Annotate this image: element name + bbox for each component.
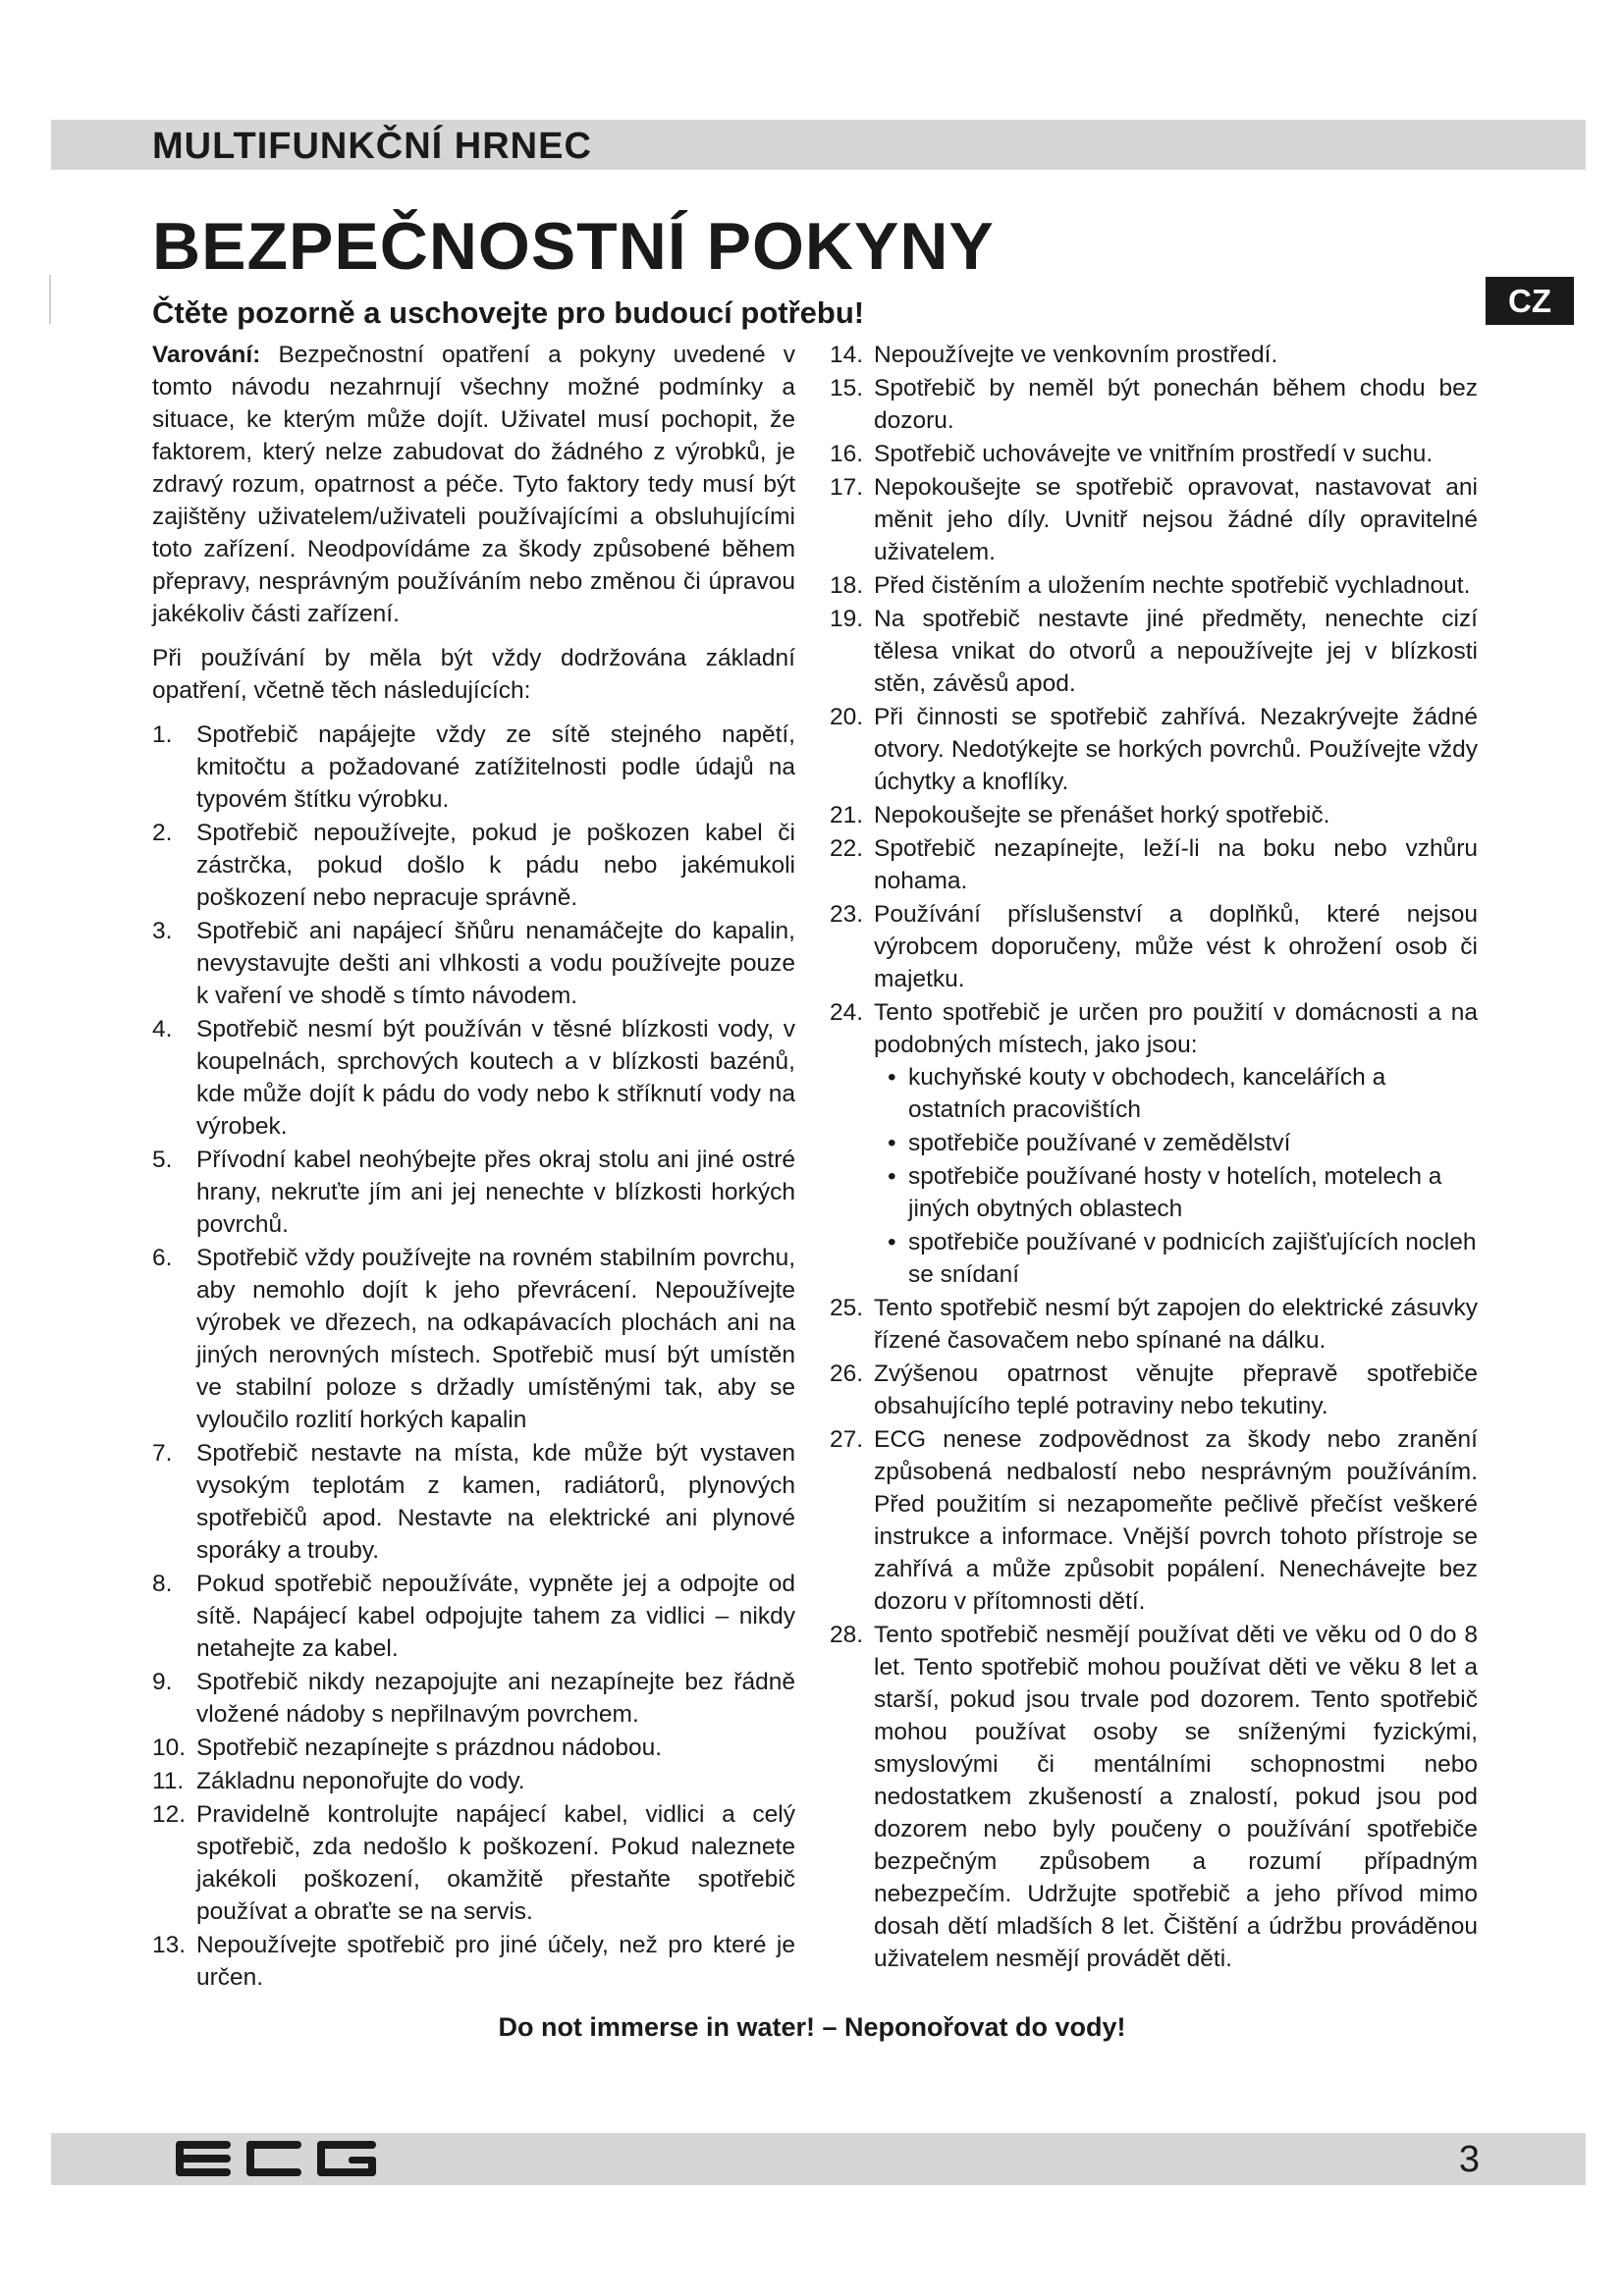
bullet-item <box>874 1160 1478 1225</box>
item-number: 19. <box>830 606 864 632</box>
item-text: Nepoužívejte spotřebič pro jiné účely, než pro které je určen. <box>196 1932 795 1991</box>
list-item <box>830 569 1478 602</box>
item-text: Spotřebič nezapínejte, leží-li na boku nebo vzhůru nohama. <box>874 835 1478 894</box>
item-number: 9. <box>152 1669 173 1695</box>
list-item <box>152 1568 795 1665</box>
item-text: Základnu neponořujte do vody. <box>196 1768 525 1794</box>
list-item <box>830 701 1478 798</box>
list-item <box>830 603 1478 700</box>
item-text: Zvýšenou opatrnost věnujte přepravě spotřebiče obsahujícího teplé potraviny nebo tekutiny. <box>874 1361 1478 1419</box>
subtitle: Čtěte pozorně a uschovejte pro budoucí potřebu! <box>152 295 865 330</box>
item-text: Spotřebič uchovávejte ve vnitřním prostředí v suchu. <box>874 441 1434 467</box>
list-item <box>830 471 1478 568</box>
list-item <box>830 898 1478 995</box>
item-text: Nepoužívejte ve venkovním prostředí. <box>874 342 1278 368</box>
bullet-item <box>874 1226 1478 1291</box>
item-text: Spotřebič nesmí být používán v těsné blízkosti vody, v koupelnách, sprchových koutech a v blízkosti bazénů, kde může dojít k pádu do vody nebo k stříknutí vody na výrobek. <box>196 1016 795 1140</box>
list-item <box>830 339 1478 371</box>
bullet-icon: • <box>888 1229 896 1255</box>
item-number: 22. <box>830 835 864 862</box>
item-number: 25. <box>830 1295 864 1321</box>
logo-label: ECG <box>174 2139 177 2140</box>
list-item <box>152 1666 795 1731</box>
warning-label: Varování: <box>152 342 261 368</box>
list-item <box>830 799 1478 831</box>
item-number: 7. <box>152 1440 173 1467</box>
list-item <box>830 438 1478 470</box>
language-badge: CZ <box>1486 277 1574 325</box>
intro-paragraph: Při používání by měla být vždy dodržována základní opatření, včetně těch následujících: <box>152 645 795 704</box>
item-text: Pravidelně kontrolujte napájecí kabel, vidlici a celý spotřebič, zda nedošlo k poškození. Pokud naleznete jakékoli poškození, okamžitě přestaňte spotřebič používat a obraťte se na servis. <box>196 1801 795 1925</box>
bullet-text: spotřebiče používané v zemědělství <box>908 1130 1291 1156</box>
item-text: Spotřebič napájejte vždy ze sítě stejného napětí, kmitočtu a požadované zatížitelnosti podle údajů na typovém štítku výrobku. <box>196 721 795 813</box>
warning-paragraph <box>152 339 795 630</box>
list-item <box>830 832 1478 897</box>
page-title: BEZPEČNOSTNÍ POKYNY <box>152 209 995 284</box>
item-number: 10. <box>152 1735 187 1761</box>
item-number: 14. <box>830 342 864 368</box>
item-text: Tento spotřebič nesmějí používat děti ve věku od 0 do 8 let. Tento spotřebič mohou používat děti ve věku 8 let a starší, pokud jsou trvale pod dozorem. Tento spotřebič mohou používat osoby se sníženými fyzickými, smyslovými či mentálními schopnostmi nebo nedostatkem zkušeností a znalostí, pokud jsou pod dozorem nebo byly poučeny o používání spotřebiče bezpečným způsobem a rozumí případným nebezpečím. Udržujte spotřebič a jeho přívod mimo dosah dětí mladších 8 let. Čištění a údržbu prováděnou uživatelem nesmějí provádět děti. <box>874 1622 1478 1972</box>
item-text: Před čistěním a uložením nechte spotřebič vychladnout. <box>874 572 1471 599</box>
item-number: 2. <box>152 820 173 846</box>
item-text: Nepokoušejte se spotřebič opravovat, nastavovat ani měnit jeho díly. Uvnitř nejsou žádné díly opravitelné uživatelem. <box>874 474 1478 565</box>
list-item <box>830 996 1478 1291</box>
item-text: ECG nenese zodpovědnost za škody nebo zranění způsobená nedbalostí nebo nesprávným používáním. Před použitím si nezapomeňte pečlivě přečíst veškeré instrukce a informace. Vnější povrch tohoto přístroje se zahřívá a může způsobit popálení. Nenechávejte bez dozoru v přítomnosti dětí. <box>874 1426 1478 1615</box>
item-text: Tento spotřebič je určen pro použití v domácnosti a na podobných místech, jako jsou: <box>874 999 1478 1058</box>
list-item <box>152 1732 795 1764</box>
item-text: Spotřebič nepoužívejte, pokud je poškozen kabel či zástrčka, pokud došlo k pádu nebo jakémukoli poškození nebo nepracuje správně. <box>196 820 795 911</box>
right-column <box>830 339 1478 1976</box>
item-number: 15. <box>830 375 864 401</box>
bullet-text: kuchyňské kouty v obchodech, kancelářích a ostatních pracovištích <box>908 1064 1386 1123</box>
item-number: 5. <box>152 1147 173 1173</box>
item-number: 6. <box>152 1245 173 1271</box>
item-number: 13. <box>152 1932 187 1958</box>
item-number: 4. <box>152 1016 173 1042</box>
item-number: 21. <box>830 802 864 828</box>
item-text: Nepokoušejte se přenášet horký spotřebič. <box>874 802 1330 828</box>
page-number: 3 <box>1458 2139 1480 2180</box>
left-column <box>152 339 795 1995</box>
bullet-text: spotřebiče používané hosty v hotelích, motelech a jiných obytných oblastech <box>908 1163 1442 1222</box>
warning-text: Bezpečnostní opatření a pokyny uvedené v tomto návodu nezahrnují všechny možné podmínky a situace, ke kterým může dojít. Uživatel musí pochopit, že faktorem, který nelze zabudovat do žádného z výrobků, je zdravý rozum, opatrnost a péče. Tyto faktory tedy musí být zajištěny uživatelem/uživateli používajícími a obsluhujícími toto zařízení. Neodpovídáme za škody způsobené během přepravy, nesprávným používáním nebo změnou či úpravou jakékoliv části zařízení. <box>152 342 795 627</box>
list-item <box>830 1423 1478 1618</box>
bullet-icon: • <box>888 1130 896 1156</box>
list-item <box>152 1013 795 1143</box>
item-number: 3. <box>152 918 173 944</box>
list-item <box>830 1358 1478 1422</box>
ecg-logo <box>174 2139 380 2178</box>
item-number: 27. <box>830 1426 864 1453</box>
item-text: Spotřebič nezapínejte s prázdnou nádobou. <box>196 1735 663 1761</box>
item-number: 20. <box>830 704 864 730</box>
margin-rule <box>49 275 51 324</box>
footer-bar <box>51 2133 1586 2185</box>
list-item <box>152 1242 795 1436</box>
item-number: 8. <box>152 1571 173 1597</box>
bullet-item <box>874 1127 1478 1159</box>
list-item <box>152 1765 795 1797</box>
usage-places-list <box>874 1061 1478 1291</box>
list-item <box>152 1437 795 1567</box>
header-bar <box>51 120 1586 170</box>
item-number: 16. <box>830 441 864 467</box>
list-item <box>830 372 1478 437</box>
list-item <box>152 817 795 914</box>
list-item <box>152 1798 795 1928</box>
list-item <box>152 1929 795 1994</box>
bullet-text: spotřebiče používané v podnicích zajišťujících nocleh se snídaní <box>908 1229 1477 1288</box>
item-number: 1. <box>152 721 173 748</box>
item-text: Spotřebič nikdy nezapojujte ani nezapínejte bez řádně vložené nádoby s nepřilnavým povrchem. <box>196 1669 795 1728</box>
item-text: Spotřebič nestavte na místa, kde může být vystaven vysokým teplotám z kamen, radiátorů, plynových spotřebičů apod. Nestavte na elektrické ani plynové sporáky a trouby. <box>196 1440 795 1564</box>
item-number: 11. <box>152 1768 185 1794</box>
list-item <box>152 1144 795 1241</box>
item-text: Používání příslušenství a doplňků, které nejsou výrobcem doporučeny, může vést k ohrožení osob či majetku. <box>874 901 1478 992</box>
safety-list-left <box>152 719 795 1994</box>
item-text: Spotřebič by neměl být ponechán během chodu bez dozoru. <box>874 375 1478 434</box>
bullet-item <box>874 1061 1478 1126</box>
item-number: 28. <box>830 1622 864 1648</box>
item-text: Při činnosti se spotřebič zahřívá. Nezakrývejte žádné otvory. Nedotýkejte se horkých povrchů. Používejte vždy úchytky a knoflíky. <box>874 704 1478 795</box>
item-number: 26. <box>830 1361 864 1387</box>
list-item <box>830 1292 1478 1357</box>
bullet-icon: • <box>888 1163 896 1190</box>
item-number: 18. <box>830 572 864 599</box>
item-number: 23. <box>830 901 864 928</box>
list-item <box>152 915 795 1012</box>
item-number: 24. <box>830 999 864 1026</box>
safety-list-right <box>830 339 1478 1975</box>
item-text: Přívodní kabel neohýbejte přes okraj stolu ani jiné ostré hrany, nekruťte jím ani jej nenechte v blízkosti horkých povrchů. <box>196 1147 795 1238</box>
item-text: Spotřebič vždy používejte na rovném stabilním povrchu, aby nemohlo dojít k jeho převrácení. Nepoužívejte výrobek ve dřezech, na odkapávacích plochách ani na jiných nerovných místech. Spotřebič musí být umístěn ve stabilní poloze s držadly umístěnými tak, aby se vyloučilo rozlití horkých kapalin <box>196 1245 795 1433</box>
water-warning: Do not immerse in water! – Neponořovat do vody! <box>498 2012 1126 2042</box>
product-name: MULTIFUNKČNÍ HRNEC <box>152 126 592 167</box>
item-text: Tento spotřebič nesmí být zapojen do elektrické zásuvky řízené časovačem nebo spínané na dálku. <box>874 1295 1478 1354</box>
bullet-icon: • <box>888 1064 896 1091</box>
item-text: Spotřebič ani napájecí šňůru nenamáčejte do kapalin, nevystavujte dešti ani vlhkosti a vodu používejte pouze k vaření ve shodě s tímto návodem. <box>196 918 795 1009</box>
list-item <box>152 719 795 816</box>
list-item <box>830 1619 1478 1975</box>
item-text: Pokud spotřebič nepoužíváte, vypněte jej a odpojte od sítě. Napájecí kabel odpojujte tahem za vidlici – nikdy netahejte za kabel. <box>196 1571 795 1662</box>
item-text: Na spotřebič nestavte jiné předměty, nenechte cizí tělesa vnikat do otvorů a nepoužívejte jej v blízkosti stěn, závěsů apod. <box>874 606 1478 697</box>
item-number: 12. <box>152 1801 187 1828</box>
item-number: 17. <box>830 474 864 501</box>
